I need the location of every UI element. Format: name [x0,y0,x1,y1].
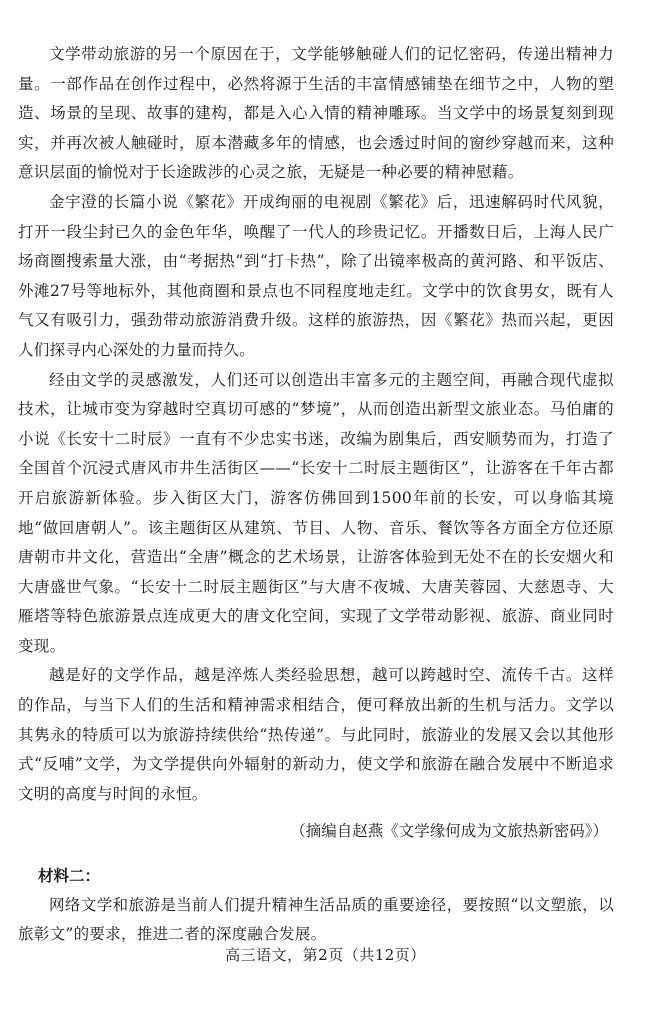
section-2-paragraph: 网络文学和旅游是当前人们提升精神生活品质的重要途径，要按照“以文塑旅，以旅彰文”的要求，推进二者的深度融合发展。 [18,895,614,944]
section-2-title: 材料二： [38,866,101,886]
document-body [18,40,614,950]
paragraph-3: 经由文学的灵感激发，人们还可以创造出丰富多元的主题空间，再融合现代虚拟技术，让城市变为穿越时空真切可感的“梦境”，从而创造出新型文旅业态。马伯庸的小说《长安十二时辰》一直有不少忠实书迷，改编为剧集后，西安顺势而为，打造了全国首个沉浸式唐风市井生活街区——“长安十二时辰主题街区”，让游客在千年古都开启旅游新体验。步入街区大门，游客仿佛回到1500年前的长安，可以身临其境地“做回唐朝人”。该主题街区从建筑、节目、人物、音乐、餐饮等各方面全方位还原唐朝市井文化，营造出“全唐”概念的艺术场景，让游客体验到无处不在的长安烟火和大唐盛世气象。“长安十二时辰主题街区”与大唐不夜城、大唐芙蓉园、大慈恩寺、大雁塔等特色旅游景点连成更大的唐文化空间，实现了文学带动影视、旅游、商业同时变现。 [18,370,614,655]
page-footer: 高三语文，第2页（共12页） [225,946,426,964]
paragraph-1: 文学带动旅游的另一个原因在于，文学能够触碰人们的记忆密码，传递出精神力量。一部作品在创作过程中，必然将源于生活的丰富情感铺垫在细节之中，人物的塑造、场景的呈现、故事的建构，都是入心入情的精神雕琢。当文学中的场景复刻到现实，并再次被人触碰时，原本潜藏多年的情感，也会透过时间的窗纱穿越而来，这种意识层面的愉悦对于长途跋涉的心灵之旅，无疑是一种必要的精神慰藉。 [18,45,614,182]
source-citation: （摘编自赵燕《文学缘何成为文旅热新密码》） [290,822,608,841]
paragraph-2: 金宇澄的长篇小说《繁花》开成绚丽的电视剧《繁花》后，迅速解码时代风貌，打开一段尘封已久的金色年华，唤醒了一代人的珍贵记忆。开播数日后，上海人民广场商圈搜索量大涨，由“考据热”到“打卡热”，除了出镜率极高的黄河路、和平饭店、外滩27号等地标外，其他商圈和景点也不同程度地走红。文学中的饮食男女，既有人气又有吸引力，强劲带动旅游消费升级。这样的旅游热，因《繁花》热而兴起，更因人们探寻内心深处的力量而持久。 [18,192,614,359]
paragraph-4: 越是好的文学作品，越是淬炼人类经验思想，越可以跨越时空、流传千古。这样的作品，与当下人们的生活和精神需求相结合，便可释放出新的生机与活力。文学以其隽永的特质可以为旅游持续供给“热传递”。与此同时，旅游业的发展又会以其他形式“反哺”文学，为文学提供向外辐射的新动力，使文学和旅游在融合发展中不断追求文明的高度与时间的永恒。 [18,666,614,803]
